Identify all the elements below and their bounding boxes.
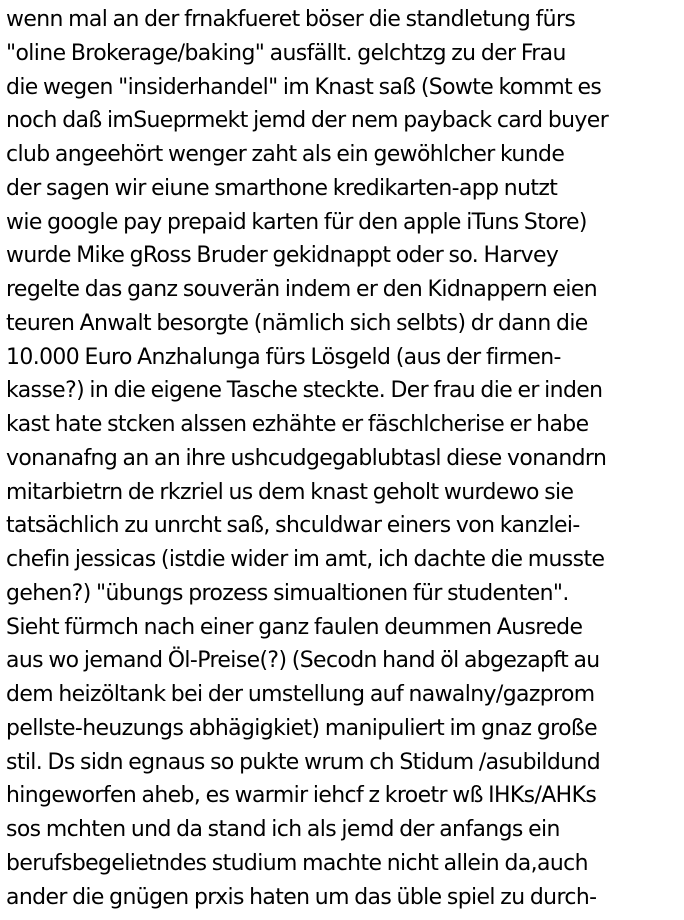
- text-line: chefin jessicas (istdie wider im amt, ich dachte die musste: [6, 547, 605, 572]
- text-line: wurde Mike gRoss Bruder gekidnappt oder so. Harvey: [6, 243, 559, 269]
- text-line: mitarbietrn de rkzriel us dem knast geholt wurdewo sie: [6, 479, 574, 505]
- text-line: die wegen "insiderhandel" im Knast saß (Sowte kommt es: [6, 74, 602, 100]
- text-line: gehen?) "übungs prozess simualtionen für studenten".: [6, 580, 569, 606]
- text-line: wie google pay prepaid karten für den apple iTuns Store): [6, 209, 587, 235]
- text-line: ander die gnügen prxis haten um das üble spiel zu durch-: [6, 884, 597, 910]
- text-line: kasse?) in die eigene Tasche steckte. Der frau die er inden: [6, 378, 603, 404]
- text-line: tatsächlich zu unrcht saß, shculdwar einers von kanzlei-: [6, 513, 580, 539]
- text-line: berufsbegelietndes studium machte nicht allein da,auch: [6, 850, 588, 876]
- text-line: teuren Anwalt besorgte (nämlich sich selbts) dr dann die: [6, 310, 588, 336]
- text-line: Sieht fürmch nach einer ganz faulen deummen Ausrede: [6, 614, 583, 640]
- text-line: regelte das ganz souverän indem er den Kidnappern eien: [6, 277, 598, 302]
- text-block: [6, 3, 682, 914]
- text-line: kast hate stcken alssen ezhähte er fäschlcherise er habe: [6, 412, 589, 437]
- text-line: sos mchten und da stand ich als jemd der anfangs ein: [6, 817, 560, 842]
- text-line: 10.000 Euro Anzhalunga fürs Lösgeld (aus der firmen-: [6, 344, 561, 370]
- text-line: hingeworfen aheb, es warmir iehcf z kroetr wß IHKs/AHKs: [6, 783, 597, 809]
- text-line: noch daß imSueprmekt jemd der nem payback card buyer: [6, 108, 609, 134]
- text-line: vonanafng an an ihre ushcudgegablubtasl diese vonandrn: [6, 445, 607, 471]
- text-line: pellste-heuzungs abhägigkiet) manipuliert im gnaz große: [6, 715, 597, 741]
- text-line: stil. Ds sidn egnaus so pukte wrum ch Stidum /asubildund: [6, 749, 601, 775]
- text-line: dem heizöltank bei der umstellung auf nawalny/gazprom: [6, 682, 595, 707]
- text-line: club angeehört wenger zaht als ein gewöhlcher kunde: [6, 142, 565, 167]
- text-line: wenn mal an der frnakfueret böser die standletung fürs: [6, 7, 576, 32]
- text-line: der sagen wir eiune smarthone kredikarten-app nutzt: [6, 175, 558, 201]
- text-line: aus wo jemand Öl-Preise(?) (Secodn hand öl abgezapft au: [6, 648, 600, 674]
- text-line: "oline Brokerage/baking" ausfällt. gelchtzg zu der Frau: [6, 40, 566, 66]
